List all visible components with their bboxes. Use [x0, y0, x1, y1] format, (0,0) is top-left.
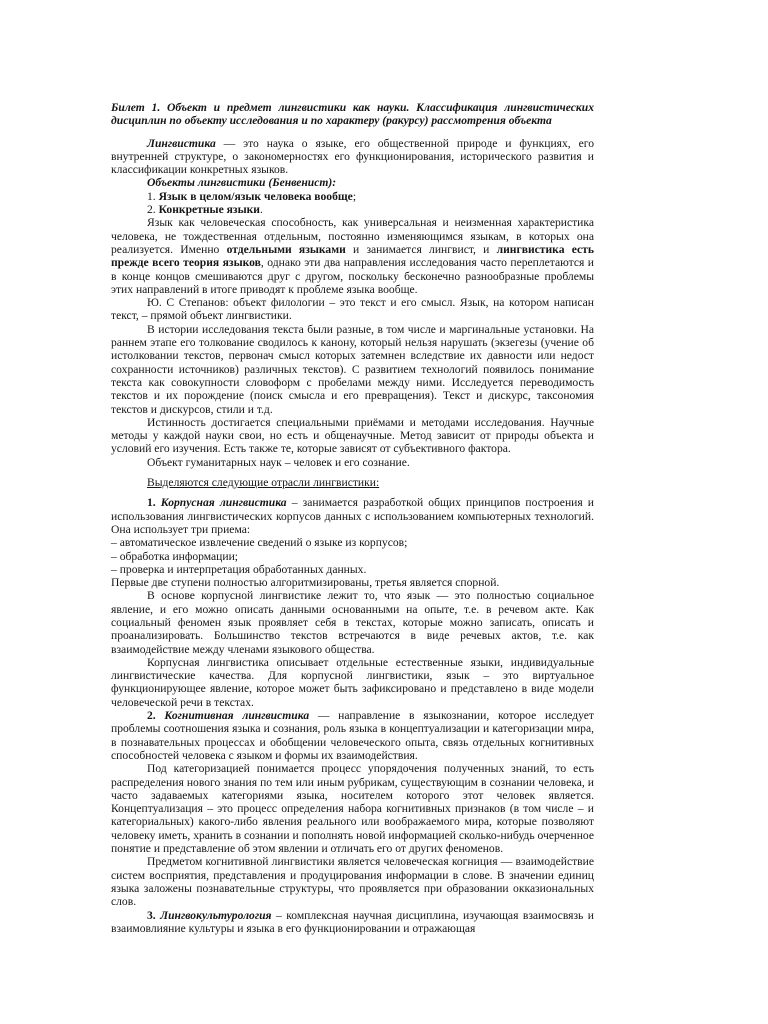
- paragraph-humanities-object: Объект гуманитарных наук – человек и его сознание.: [147, 455, 410, 469]
- paragraph-stepanov: Ю. С Степанов: объект филологии – это текст и его смысл. Язык, на котором написан текст, – прямой объект лингвистики.: [111, 296, 594, 323]
- branch-1-paragraph: [111, 496, 594, 536]
- paragraph-language-ability: [111, 216, 594, 296]
- branch-text: – комплексная научная дисциплина, изучающая взаимосвязь и взаимовлияние культуры и языка в его функционировании и отражающая: [111, 908, 595, 935]
- ticket-title: Билет 1. Объект и предмет лингвистики как науки. Классификация лингвистических дисциплин по объекту исследования и по характеру (ракурсу) рассмотрения объекта: [111, 101, 594, 128]
- object-item-1: [111, 190, 594, 203]
- paragraph-categorization: Под категоризацией понимается процесс упорядочения полученных знаний, то есть распределения нового знания по тем или иным рубрикам, существующим в сознании человека, и часто задаваемых категориями языка, носителем которого этот человек является. Концептуализация – это процесс определения набора когнитивных признаков (в том числе – и категориальных) какого-либо явления реального или воображаемого мира, которые позволяют человеку иметь, хранить в сознании и пополнять новой информацией сколько-нибудь очерченное понятие и представление об этом явлении и отличать его от других феноменов.: [111, 762, 594, 856]
- bold-run: отдельными языками: [226, 242, 346, 256]
- branch-number: 2.: [147, 709, 165, 723]
- definition-text: — это наука о языке, его общественной природе и функциях, его внутренней структуре, о закономерностях его функционирования, исторического развития и классификации конкретных языков.: [111, 136, 594, 177]
- object-number: 1.: [147, 189, 159, 203]
- object-item-2: [111, 203, 594, 216]
- branch-text: – занимается разработкой общих принципов построения и использования лингвистических корпусов данных с использованием компьютерных технологий. Она использует три приема:: [111, 496, 594, 536]
- paragraph-truth: Истинность достигается специальными приёмами и методами исследования. Научные методы у каждой науки свои, но есть и общенаучные. Метод зависит от природы объекта и условий его изучения. Есть также те, которые зависят от субъективного фактора.: [111, 415, 594, 456]
- paragraph-cognition: Предметом когнитивной лингвистики является человеческая когниция — взаимодействие систем восприятия, представления и продуцирования информации в слове. В значении единиц языка заложены познавательные структуры, что проявляется при образовании окказиональных слов.: [111, 855, 594, 909]
- document-page: [111, 101, 594, 935]
- text-run: и занимается лингвист, и: [345, 242, 497, 256]
- list-item: – автоматическое извлечение сведений о языке из корпусов;: [111, 536, 408, 550]
- paragraph-corpus-description: Корпусная лингвистика описывает отдельные естественные языки, индивидуальные лингвистические качества. Для корпусной лингвистики, язык – это виртуальное функционирующее явление, которое может быть зафиксировано и представлено в виде модели человеческой речи в текстах.: [111, 655, 594, 709]
- branch-number: 1.: [147, 496, 161, 510]
- object-punct: ;: [352, 189, 357, 203]
- term-linguistics: Лингвистика: [147, 136, 216, 150]
- list-item: – проверка и интерпретация обработанных данных.: [111, 562, 367, 576]
- branch-3-paragraph: [111, 909, 594, 936]
- text-run: , однако эти два направления исследования часто переплетаются и в конце концов смешиваются друг с другом, поскольку бесконечно разнообразные проблемы этих направлений в итоге приводят к проблеме языка вообще.: [111, 256, 594, 296]
- object-number: 2.: [147, 203, 159, 217]
- object-label: Язык в целом/язык человека вообще: [158, 189, 353, 203]
- list-item: – обработка информации;: [111, 549, 239, 563]
- branch-term: Корпусная лингвистика: [160, 496, 287, 510]
- bold-run: лингвистика есть прежде всего теория языков: [111, 242, 594, 270]
- branch-term: Лингвокультурология: [160, 908, 272, 922]
- branch-term: Когнитивная лингвистика: [164, 709, 310, 723]
- branch-text: — направление в языкознании, которое исследует проблемы соотношения языка и сознания, роль языка в концептуализации и категоризации мира, в познавательных процессах и обобщении человеческого опыта, связь отдельных когнитивных способностей человека с языком и формы их взаимодействия.: [111, 709, 594, 762]
- object-punct: .: [260, 203, 263, 217]
- branches-heading: Выделяются следующие отрасли лингвистики:: [147, 476, 380, 490]
- objects-heading: Объекты лингвистики (Бенвенист):: [147, 176, 337, 190]
- text-run: Язык как человеческая способность, как универсальная и неизменная характеристика человека, не тождественная отдельным, постоянно изменяющимся языкам, в которых она реализуется. Именно: [111, 216, 594, 256]
- definition-paragraph: [111, 137, 594, 177]
- branch-2-paragraph: [111, 709, 594, 762]
- paragraph-steps: Первые две ступени полностью алгоритмизированы, третья является спорной.: [111, 576, 500, 590]
- paragraph-text-history: В истории исследования текста были разные, в том числе и маргинальные установки. На раннем этапе его толкование сводилось к канону, который нельзя нарушать (экзегезы (учение об истолковании текстов, первонач смысл которых затемнен вследствие их давности или недост сохранности источников) различных текстов). С развитием технологий появилось понимание текста как совокупности словоформ с пробелами между ними. Исследуется переводимость текстов и их порождение (поиск смысла и его превращения). Текст и дискурс, таксономия текстов и дискурсов, стили и т.д.: [111, 322, 594, 416]
- paragraph-corpus-basis: В основе корпусной лингвистике лежит то, что язык — это полностью социальное явление, и его можно описать данными основанными на опыте, т.е. в речевом акте. Как социальный феномен язык проявляет себя в текстах, которые можно записать, описать и проанализировать. Большинство текстов встречаются в виде речевых актов, т.е. как взаимодействие между членами языкового общества.: [111, 589, 594, 656]
- branch-number: 3.: [147, 908, 161, 922]
- object-label: Конкретные языки: [158, 203, 260, 217]
